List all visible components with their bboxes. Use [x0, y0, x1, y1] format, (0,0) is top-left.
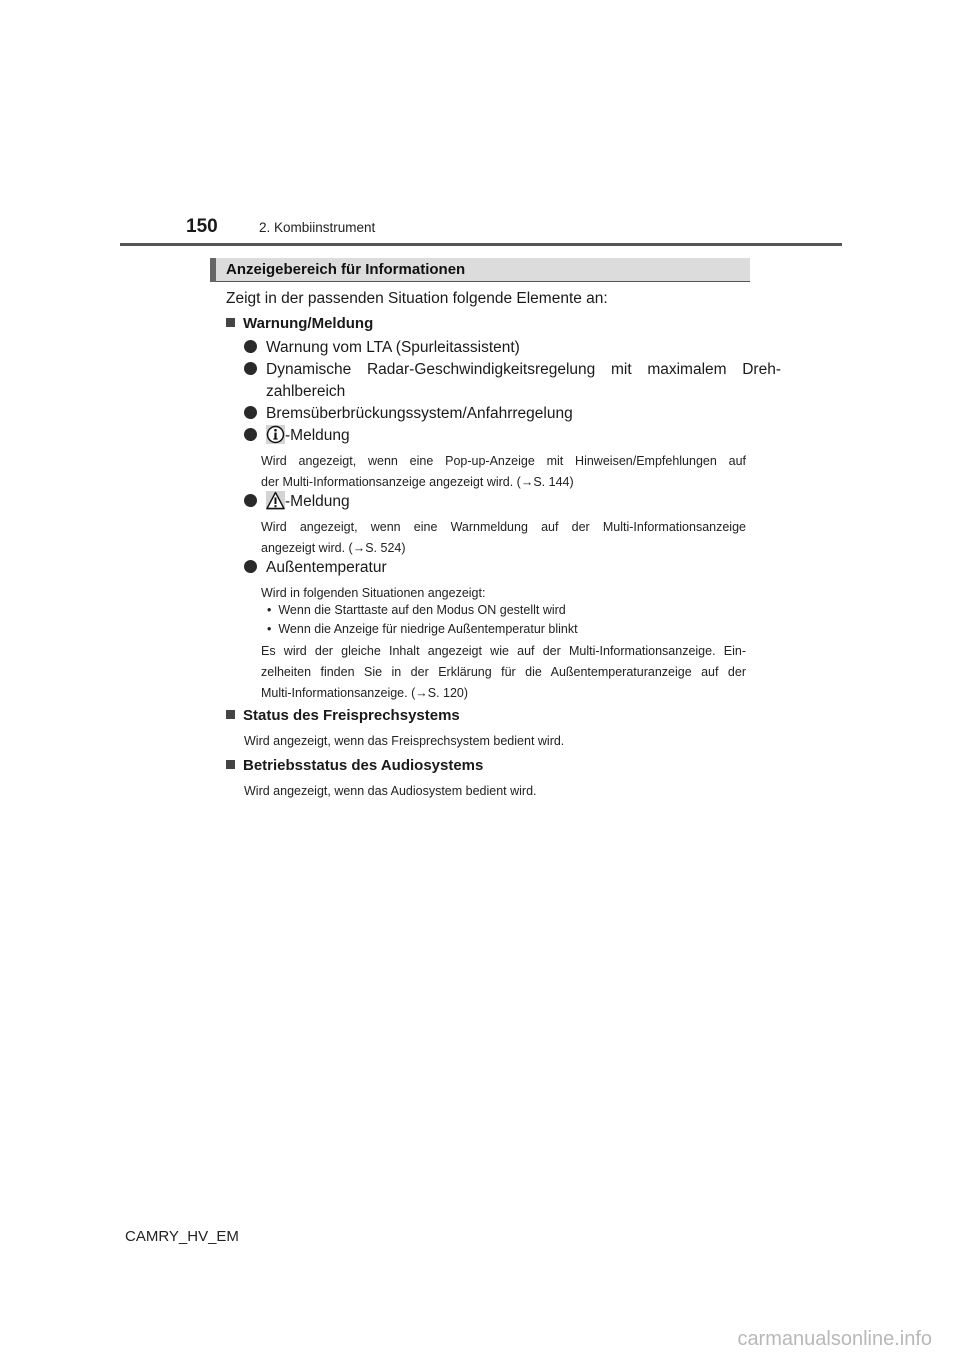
item-label: -Meldung	[285, 493, 350, 510]
bullet-icon	[244, 428, 257, 441]
bullet-icon	[244, 340, 257, 353]
bullet-icon	[244, 362, 257, 375]
item-text	[266, 491, 781, 513]
header-divider	[120, 243, 842, 246]
item-text	[266, 425, 781, 447]
desc-line-2: der Multi-Informationsanzeige angezeigt wird. (→S. 144)	[261, 475, 574, 489]
bullet-icon	[244, 406, 257, 419]
sub-list-item	[267, 622, 578, 636]
item-text: Bremsüberbrückungssystem/Anfahrregelung	[266, 405, 573, 422]
list-item	[244, 359, 781, 403]
desc-line-1: Wird angezeigt, wenn eine Warnmeldung auf der Multi-Informationsanzeige	[261, 520, 746, 534]
item-text	[266, 359, 781, 403]
sub-item-text: Wenn die Anzeige für niedrige Außentemperatur blinkt	[278, 622, 578, 636]
item-text: Außentemperatur	[266, 559, 387, 576]
note-line-1: Es wird der gleiche Inhalt angezeigt wie auf der Multi-Informationsanzeige. Ein-	[261, 644, 746, 658]
section-header	[210, 258, 750, 282]
audio-description: Wird angezeigt, wenn das Audiosystem bedient wird.	[244, 784, 537, 798]
section-accent	[210, 258, 216, 282]
heading-text: Betriebsstatus des Audiosystems	[243, 757, 484, 774]
section-title: Anzeigebereich für Informationen	[226, 261, 466, 278]
desc-line-1: Wird angezeigt, wenn eine Pop-up-Anzeige mit Hinweisen/Empfehlungen auf	[261, 454, 746, 468]
square-bullet-icon	[226, 710, 235, 719]
handsfree-description: Wird angezeigt, wenn das Freisprechsystem bedient wird.	[244, 734, 565, 748]
bullet-icon	[244, 560, 257, 573]
item-text-line-2: zahlbereich	[266, 383, 346, 400]
group-heading-audio	[226, 757, 483, 774]
group-heading-warning	[226, 315, 373, 332]
outside-temp-note	[261, 641, 746, 704]
item-label: -Meldung	[285, 427, 350, 444]
sub-list-item	[267, 603, 566, 617]
note-line-2: zelheiten finden Sie in der Erklärung für die Außentemperaturanzeige auf der	[261, 665, 746, 679]
list-item-info-message	[244, 425, 781, 449]
list-item-outside-temperature	[244, 557, 781, 579]
item-text-line-1: Dynamische Radar-Geschwindigkeitsregelung mit maximalem Dreh-	[266, 361, 781, 378]
dot-bullet-icon: •	[267, 603, 272, 617]
outside-temp-description: Wird in folgenden Situationen angezeigt:	[261, 586, 486, 600]
watermark: carmanualsonline.info	[737, 1328, 932, 1350]
intro-text: Zeigt in der passenden Situation folgende Elemente an:	[226, 290, 608, 307]
list-item-warning-message	[244, 491, 781, 515]
item-text: Warnung vom LTA (Spurleitassistent)	[266, 339, 520, 356]
warning-icon	[266, 491, 285, 510]
square-bullet-icon	[226, 760, 235, 769]
group-heading-handsfree	[226, 707, 460, 724]
bullet-icon	[244, 494, 257, 507]
info-icon	[266, 425, 285, 444]
square-bullet-icon	[226, 318, 235, 327]
dot-bullet-icon: •	[267, 622, 272, 636]
chapter-title: 2. Kombiinstrument	[259, 220, 376, 235]
warning-message-description	[261, 517, 746, 559]
note-line-3: Multi-Informationsanzeige. (→S. 120)	[261, 686, 469, 700]
heading-text: Status des Freisprechsystems	[243, 707, 460, 724]
page-number: 150	[186, 216, 218, 237]
heading-text: Warnung/Meldung	[243, 315, 374, 332]
sub-item-text: Wenn die Starttaste auf den Modus ON gestellt wird	[278, 603, 566, 617]
list-item	[244, 337, 781, 359]
info-message-description	[261, 451, 746, 493]
document-code: CAMRY_HV_EM	[125, 1228, 239, 1245]
desc-line-2: angezeigt wird. (→S. 524)	[261, 541, 406, 555]
list-item	[244, 403, 781, 425]
